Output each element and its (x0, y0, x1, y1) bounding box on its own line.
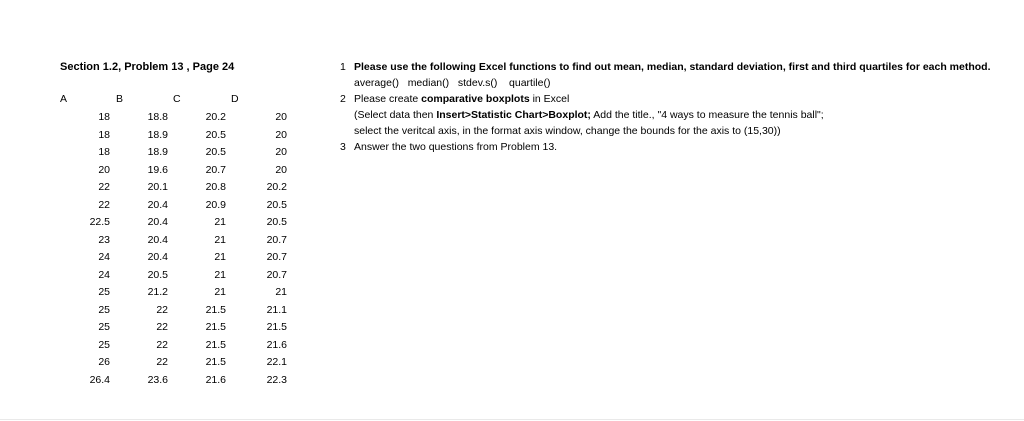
instruction-2-line2-post: Add the title., "4 ways to measure the tennis ball"; (590, 109, 824, 121)
table-cell: 24 (98, 268, 110, 281)
instruction-1-functions (340, 77, 550, 89)
table-cell: 24 (98, 251, 110, 263)
excel-functions-list: average() median() stdev.s() quartile() (354, 77, 551, 89)
table-cell: 20.7 (205, 163, 226, 176)
table-cell: 23 (98, 233, 110, 246)
table-cell: 18.9 (147, 146, 168, 158)
column-header-c: C (173, 93, 181, 105)
table-cell: 21 (214, 251, 226, 263)
table-cell: 21.5 (205, 338, 226, 351)
instruction-2-line2-pre: (Select data then (354, 109, 437, 121)
table-cell: 20.5 (266, 216, 287, 228)
instruction-2-pre: Please create (354, 93, 422, 105)
table-cell: 20.4 (147, 216, 168, 228)
table-cell: 20.7 (266, 233, 287, 246)
instruction-2-bold: comparative boxplots (421, 93, 530, 105)
table-cell: 25 (98, 303, 110, 316)
bottom-divider (0, 419, 1024, 420)
table-cell: 22 (156, 356, 168, 368)
table-cell: 20.7 (266, 251, 287, 263)
column-header-a: A (60, 93, 68, 105)
table-cell: 21.6 (266, 338, 287, 351)
table-cell: 22 (156, 321, 168, 333)
instruction-2-line3 (340, 125, 781, 137)
table-cell: 22.1 (266, 356, 287, 368)
instruction-2-line2-bold: Insert>Statistic Chart>Boxplot; (436, 109, 591, 121)
table-cell: 22 (156, 338, 168, 351)
instruction-2-line2 (340, 109, 824, 121)
instruction-number: 1 (340, 61, 346, 73)
table-cell: 25 (98, 338, 110, 351)
table-cell: 20 (98, 163, 110, 176)
table-cell: 21.5 (205, 303, 226, 316)
table-cell: 22 (156, 303, 168, 316)
table-cell: 19.6 (147, 163, 168, 176)
table-cell: 20.5 (205, 128, 226, 141)
table-cell: 18 (98, 111, 110, 123)
table-cell: 21 (214, 233, 226, 246)
table-cell: 22.3 (266, 373, 287, 386)
table-cell: 18.9 (147, 128, 168, 141)
instruction-number: 3 (340, 141, 346, 153)
table-cell: 25 (98, 286, 110, 298)
instruction-number: 2 (340, 93, 346, 105)
table-cell: 22 (98, 181, 110, 193)
table-cell: 21.5 (205, 356, 226, 368)
table-cell: 21.1 (266, 303, 287, 316)
table-cell: 18 (98, 146, 110, 158)
table-cell: 20.5 (205, 146, 226, 158)
instruction-3 (340, 141, 557, 153)
table-cell: 21 (275, 286, 287, 298)
table-cell: 20 (275, 128, 287, 141)
table-cell: 26.4 (89, 373, 110, 386)
column-header-b: B (116, 93, 124, 105)
table-cell: 21.5 (205, 321, 226, 333)
instruction-2-line3-text: select the veritcal axis, in the format axis window, change the bounds for the axis to (15,30)) (354, 125, 781, 137)
table-cell: 20.2 (205, 111, 226, 123)
table-cell: 21 (214, 268, 226, 281)
table-cell: 20.4 (147, 233, 168, 246)
table-cell: 20 (275, 111, 287, 123)
table-cell: 23.6 (147, 373, 168, 386)
table-cell: 20.4 (147, 251, 168, 263)
instruction-2 (340, 93, 569, 105)
table-cell: 21 (214, 286, 226, 298)
table-cell: 20 (275, 163, 287, 176)
table-cell: 20.1 (147, 181, 168, 193)
instruction-3-text: Answer the two questions from Problem 13. (354, 141, 558, 153)
table-cell: 21.5 (266, 321, 287, 333)
table-cell: 22.5 (89, 216, 110, 228)
instruction-1 (340, 61, 991, 73)
table-cell: 21 (214, 216, 226, 228)
table-cell: 20.9 (205, 198, 226, 211)
table-cell: 25 (98, 321, 110, 333)
table-cell: 18 (98, 128, 110, 141)
table-cell: 20.8 (205, 181, 226, 193)
table-cell: 21.6 (205, 373, 226, 386)
table-cell: 20.7 (266, 268, 287, 281)
table-cell: 26 (98, 356, 110, 368)
table-cell: 21.2 (147, 286, 168, 298)
table-cell: 20.2 (266, 181, 287, 193)
instruction-2-post: in Excel (529, 93, 570, 105)
table-cell: 22 (98, 198, 110, 211)
table-cell: 20.4 (147, 198, 168, 211)
table-cell: 20 (275, 146, 287, 158)
table-cell: 20.5 (147, 268, 168, 281)
instruction-1-text: Please use the following Excel functions to find out mean, median, standard deviation, first and third quartiles for each method. (354, 61, 991, 73)
table-cell: 20.5 (266, 198, 287, 211)
table-cell: 18.8 (147, 111, 168, 123)
column-header-d: D (231, 93, 239, 105)
section-title: Section 1.2, Problem 13 , Page 24 (60, 61, 235, 73)
